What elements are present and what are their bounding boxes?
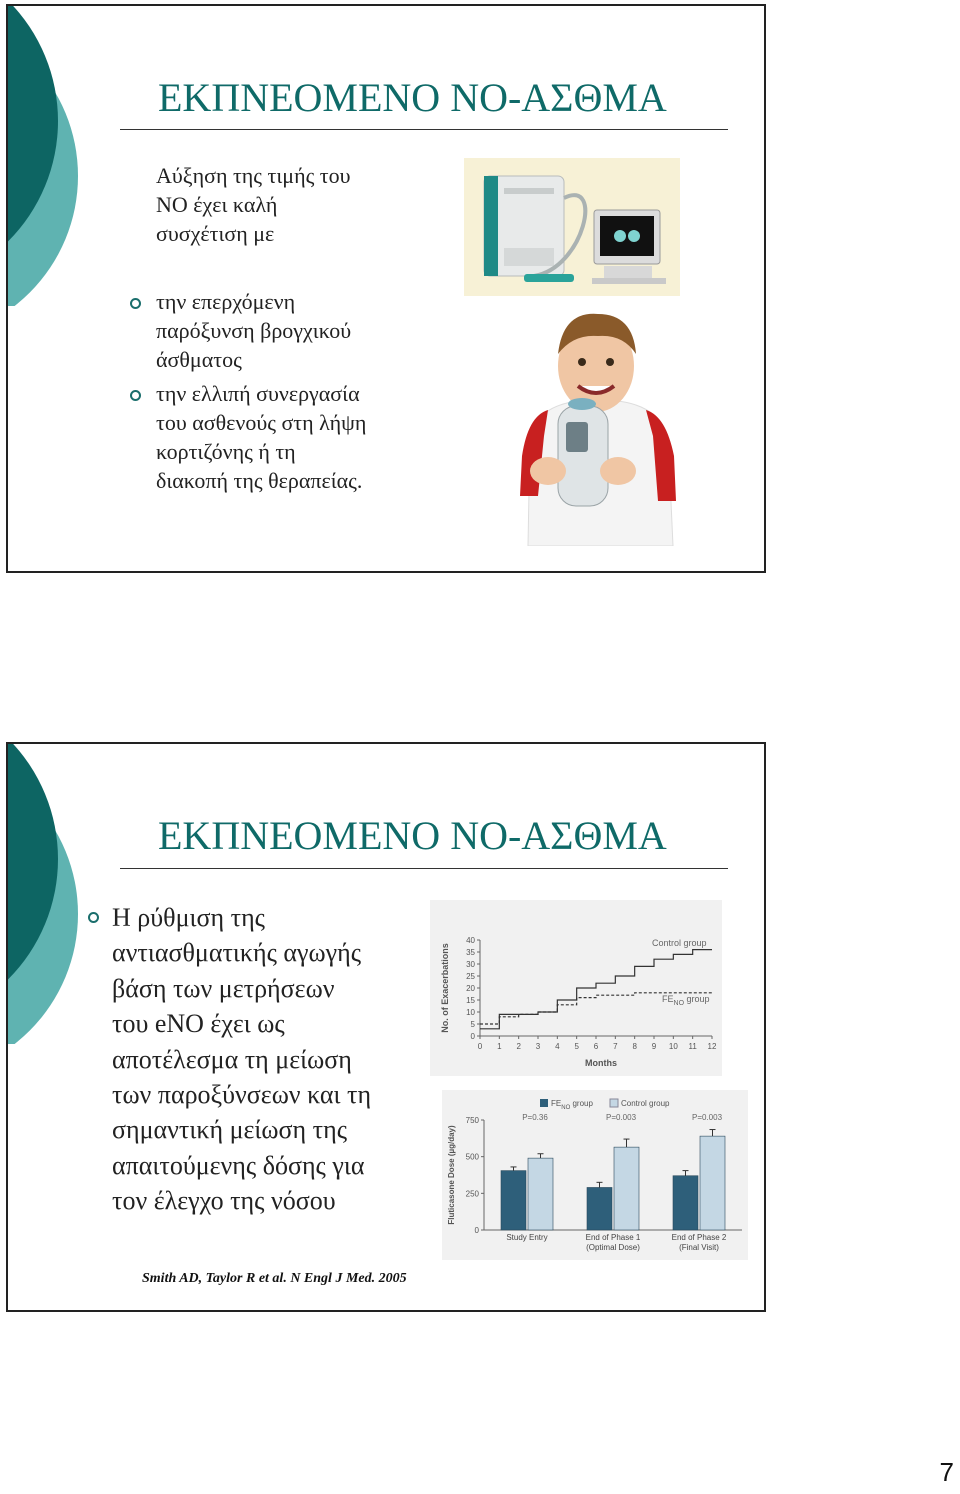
bullet-item [156,379,366,495]
x-tick-label: 3 [535,1042,541,1051]
legend-swatch-feno [540,1099,548,1107]
x-tick-label: 4 [555,1042,560,1051]
y-tick-label: 40 [466,936,475,945]
intro-line: ΝΟ έχει καλή [156,192,278,217]
intro-line: Αύξηση της τιμής του [156,163,351,188]
y-tick-label: 10 [466,1008,475,1017]
control-bar [614,1147,639,1230]
bullet-icon [130,390,141,401]
bullet-line: τον έλεγχο της νόσου [112,1186,336,1216]
slide-decoration [8,744,98,1044]
y-tick-label: 15 [466,996,475,1005]
y-tick-label: 250 [465,1189,479,1199]
page-number: 7 [939,1457,954,1487]
legend-label-control: Control group [621,1099,670,1108]
category-label: End of Phase 1 [585,1233,641,1242]
p-value-label: P=0.003 [605,1113,637,1122]
intro-text [156,161,351,248]
y-axis-label: Fluticasone Dose (µg/day) [447,1125,456,1225]
legend-swatch-control [610,1099,618,1107]
category-label: Study Entry [506,1233,548,1242]
bullet-line: την επερχόμενη [156,289,296,314]
citation: Smith AD, Taylor R et al. N Engl J Med. 2005 [142,1271,407,1286]
x-axis-label: Months [585,1058,617,1068]
feno-bar [501,1171,526,1230]
x-tick-label: 6 [593,1042,599,1051]
category-label: (Final Visit) [679,1243,719,1252]
bullet-line: των παροξύνσεων και τη [112,1080,372,1110]
title-rule [120,129,728,130]
slide-title: ΕΚΠΝΕΟΜΕΝΟ ΝΟ-ΑΣΘΜΑ [158,75,667,120]
control-group-label: Control group [652,938,707,948]
p-value-label: P=0.36 [522,1113,548,1122]
bullet-item [156,287,351,374]
bullet-line: άσθματος [156,347,242,372]
category-label: (Optimal Dose) [586,1243,640,1252]
x-tick-label: 11 [688,1042,697,1051]
bullet-line: του ασθενούς στη λήψη [156,410,367,435]
bullet-icon [88,912,99,923]
control-bar [700,1136,725,1230]
feno-bar [673,1176,698,1230]
y-tick-label: 25 [466,972,475,981]
bullet-line: του eNO έχει ως [112,1009,285,1039]
x-tick-label: 10 [668,1042,678,1051]
p-value-label: P=0.003 [691,1113,723,1122]
slide-title: ΕΚΠΝΕΟΜΕΝΟ ΝΟ-ΑΣΘΜΑ [158,813,667,858]
y-tick-label: 750 [465,1116,479,1125]
x-tick-label: 2 [516,1042,521,1051]
bullet-line: παρόξυνση βρογχικού [156,318,352,343]
y-tick-label: 0 [470,1032,475,1041]
bullet-line: απαιτούμενης δόσης για [112,1150,365,1180]
y-tick-label: 35 [466,948,475,957]
x-tick-label: 9 [651,1042,657,1051]
y-tick-label: 5 [470,1020,475,1029]
bullet-line: την ελλιπή συνεργασία [156,381,360,406]
feno-group-label: $FE_{NO}$ group [662,994,710,1007]
x-tick-label: 5 [574,1042,579,1051]
exacerbations-line-chart [430,900,722,1076]
slide-1 [6,4,766,573]
y-tick-label: 0 [474,1226,479,1235]
slide-decoration [8,6,98,306]
x-tick-label: 12 [707,1042,717,1051]
y-tick-label: 30 [466,960,475,969]
category-label: End of Phase 2 [671,1233,727,1242]
y-tick-label: 500 [465,1152,479,1162]
bullet-icon [130,298,141,309]
child-with-device-image [508,306,684,546]
x-tick-label: 1 [497,1042,502,1051]
bullet-line: σημαντική μείωση της [112,1115,347,1145]
bullet-line: Η ρύθμιση της [112,903,265,932]
bullet-line: αντιασθματικής αγωγής [112,938,362,968]
dose-bar-chart [442,1090,748,1260]
no-analyzer-device-image [464,158,680,296]
bullet-line: διακοπή της θεραπείας. [156,468,363,493]
y-axis-label: No. of Exacerbations [440,943,450,1033]
bullet-item [112,900,371,1219]
control-bar [528,1158,553,1230]
feno-bar [587,1187,612,1230]
bullet-line: κορτιζόνης ή τη [156,439,296,464]
bullet-line: αποτέλεσμα τη μείωση [112,1044,352,1074]
x-tick-label: 0 [477,1042,483,1051]
title-rule [120,868,728,869]
slide-2 [6,742,766,1312]
intro-line: συσχέτιση με [156,221,275,246]
legend-label-feno: $FE_{NO}$ group [551,1099,593,1111]
y-tick-label: 20 [466,984,475,993]
x-tick-label: 8 [632,1042,637,1051]
x-tick-label: 7 [613,1042,618,1051]
bullet-line: βάση των μετρήσεων [112,973,335,1003]
